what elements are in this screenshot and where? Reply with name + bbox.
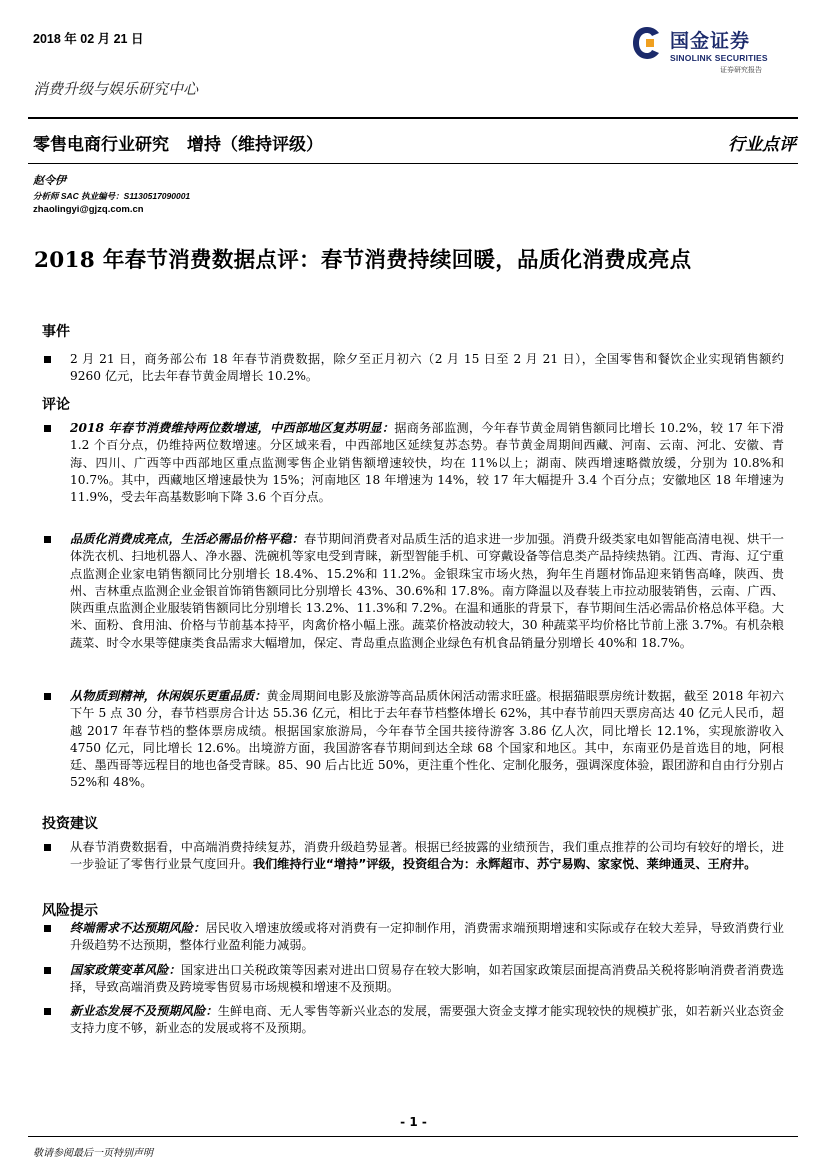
portfolio-recommendation: 我们维持行业“增持”评级，投资组合为：永辉超市、苏宁易购、家家悦、莱绅通灵、王府井。 — [252, 857, 757, 872]
logo-chinese-name: 国金证券 — [670, 30, 751, 52]
bullet-square-icon — [44, 425, 51, 432]
list-item — [44, 839, 784, 874]
bullet-square-icon — [44, 1008, 51, 1015]
report-date: 2018 年 02 月 21 日 — [33, 32, 144, 46]
list-item — [44, 688, 784, 792]
list-item — [44, 351, 784, 386]
header-divider — [28, 117, 798, 119]
paragraph-lead: 从物质到精神，休闲娱乐更重品质： — [70, 689, 267, 703]
paragraph-body: 春节期间消费者对品质生活的追求进一步加强。消费升级类家电如智能高清电视、烘干一体洗衣机、扫地机器人、净水器、洗碗机等家电受到青睐，新型智能手机、可穿戴设备等信息类产品持续热销。江西、青海、辽宁重点监测企业家电销售额同比分别增长 18.4%、15.2%和 11.2%。金银珠宝市场火热，狗年生肖题材饰品迎来销售高峰，陕西、贵州、吉林重点监测企业金银首饰销售额同比分别增长 43%、30.6%和 17.8%。南方降温以及春装上市拉动服装销售，云南、广西、陕西重点监测企业服装销售额同比分别增长 13.2%、11.3%和 7.2%。在温和通胀的背景下，春节期间生活必需品价格总体平稳。大米、面粉、食用油、价格与节前基本持平，肉禽价格小幅上涨。蔬菜价格波动较大，30 种蔬菜平均价格比节前上涨 3.7%。有机杂粮蔬菜、时令水果等健康类食品需求大幅增加，保定、青岛重点监测企业绿色有机食品销量分别增长 40%和 18.7%。 — [70, 532, 784, 650]
analyst-sac-number: 分析师 SAC 执业编号：S1130517090001 — [33, 191, 191, 201]
analyst-email: zhaolingyi@gjzq.com.cn — [33, 204, 144, 215]
bullet-square-icon — [44, 967, 51, 974]
section-heading-comment: 评论 — [42, 397, 70, 413]
paragraph — [70, 688, 784, 792]
paragraph — [70, 531, 784, 652]
bullet-square-icon — [44, 925, 51, 932]
paragraph-body: 从春节消费数据看，中高端消费持续复苏，消费升级趋势显著。根据已经披露的业绩预告，我们重点推荐的公司均有较好的增长，进一步验证了零售行业景气度回升。 — [70, 840, 784, 872]
paragraph — [70, 920, 784, 955]
bullet-square-icon — [44, 536, 51, 543]
bullet-square-icon — [44, 356, 51, 363]
page-number: - 1 - — [400, 1115, 427, 1129]
paragraph — [70, 1003, 784, 1038]
paragraph-body: 生鲜电商、无人零售等新兴业态的发展，需要强大资金支撑才能实现较快的规模扩张，如若新兴业态资金支持力度不够，新业态的发展或将不及预期。 — [70, 1004, 784, 1036]
research-center-name: 消费升级与娱乐研究中心 — [33, 80, 199, 98]
logo-english-name: SINOLINK SECURITIES — [670, 53, 768, 63]
paragraph-body: 国家进出口关税政策等因素对进出口贸易存在较大影响，如若国家政策层面提高消费品关税将影响消费者消费选择，导致高端消费及跨境零售贸易市场规模和增速不及预期。 — [70, 963, 784, 995]
report-type: 行业点评 — [728, 135, 796, 155]
list-item — [44, 420, 784, 506]
paragraph: 2 月 21 日，商务部公布 18 年春节消费数据，除夕至正月初六（2 月 15 日至 2 月 21 日），全国零售和餐饮企业实现销售额约 9260 亿元，比去年春节黄金周增长 10.2%。 — [70, 352, 784, 384]
paragraph-lead: 新业态发展不及预期风险： — [70, 1004, 218, 1018]
paragraph-body: 据商务部监测，今年春节黄金周销售额同比增长 10.2%，较 17 年下滑 1.2 个百分点，仍维持两位数增速。分区域来看，中西部地区延续复苏态势。春节黄金周期间西藏、河南、云南、河北、安徽、青海、四川、广西等中西部地区重点监测零售企业销售额增速较快，均在 11%以上；湖南、陕西增速略微放缓，分别为 10.8%和 10.7%。其中，西藏地区增速最快为 15%；河南地区 18 年增速为 14%，较 17 年大幅提升 3.4 个百分点；安徽地区 18 年增速为 11.9%，受去年高基数影响下降 3.6 个百分点。 — [70, 421, 784, 505]
sinolink-logo-icon — [632, 26, 662, 60]
footer-divider — [28, 1136, 798, 1137]
industry-label: 零售电商行业研究 — [33, 135, 169, 155]
paragraph-lead: 国家政策变革风险： — [70, 963, 181, 977]
paragraph-lead: 终端需求不达预期风险： — [70, 921, 206, 935]
section-heading-advice: 投资建议 — [42, 816, 98, 832]
list-item — [44, 1003, 784, 1038]
paragraph-body: 黄金周期间电影及旅游等高品质休闲活动需求旺盛。根据猫眼票房统计数据，截至 2018 年初六下午 5 点 30 分，春节档票房合计达 55.36 亿元，相比于去年春节档整体增长 62%，其中春节前四天票房高达 40 亿元人民币，超越 2017 年春节档的整体票房成绩。根据国家旅游局，今年春节全国共接待游客 3.86 亿人次，同比增长 12.1%，实现旅游收入 4750 亿元，同比增长 12.6%。出境游方面，我国游客春节期间到达全球 68 个国家和地区。其中，东南亚仍是首选目的地，阿根廷、墨西哥等远程目的地也备受青睐。85、90 后占比近 50%，更注重个性化、定制化服务，强调深度体验，跟团游和自由行分别占 52%和 48%。 — [70, 689, 784, 790]
section-heading-event: 事件 — [42, 324, 70, 340]
report-title: 2018 年春节消费数据点评：春节消费持续回暖，品质化消费成亮点 — [34, 248, 692, 273]
section-heading-risk: 风险提示 — [42, 903, 98, 919]
rating-label: 增持（维持评级） — [187, 135, 323, 155]
industry-rating-line — [33, 130, 341, 155]
analyst-name: 赵令伊 — [33, 174, 66, 187]
logo-subtitle: 证券研究报告 — [720, 66, 762, 74]
list-item — [44, 962, 784, 997]
disclaimer-note: 敬请参阅最后一页特别声明 — [33, 1148, 153, 1159]
title-divider — [28, 163, 798, 164]
paragraph-lead: 品质化消费成亮点，生活必需品价格平稳： — [70, 532, 304, 546]
list-item — [44, 531, 784, 652]
bullet-square-icon — [44, 844, 51, 851]
list-item — [44, 920, 784, 955]
paragraph-body: 居民收入增速放缓或将对消费有一定抑制作用，消费需求端预期增速和实际或存在较大差异，导致消费行业升级趋势不达预期，整体行业盈利能力减弱。 — [70, 921, 784, 953]
paragraph — [70, 839, 784, 874]
paragraph — [70, 420, 784, 506]
sinolink-logo — [632, 24, 792, 76]
paragraph — [70, 962, 784, 997]
bullet-square-icon — [44, 693, 51, 700]
paragraph-lead: 2018 年春节消费维持两位数增速，中西部地区复苏明显： — [70, 421, 395, 435]
